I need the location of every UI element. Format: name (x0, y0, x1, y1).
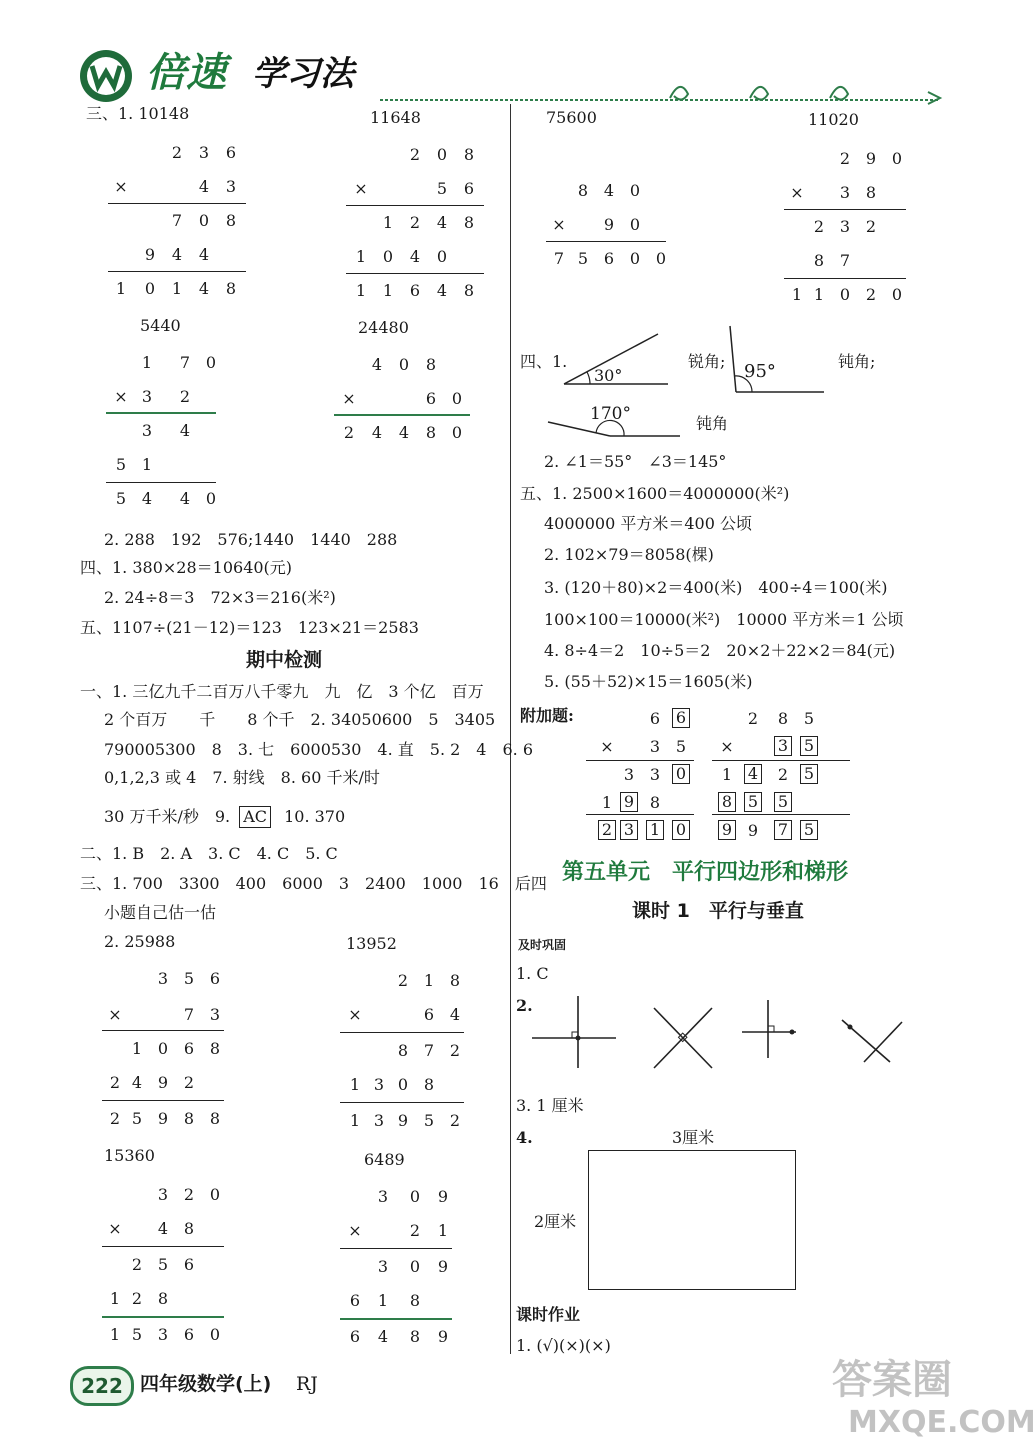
watermark-logo: 答案圈 (832, 1357, 952, 1403)
s5-q1b: 4000000 平方米＝400 公顷 (544, 514, 752, 533)
homework-label: 课时作业 (516, 1305, 581, 1324)
mt-line-b: 2 个百万 千 8 个千 2. 34050600 5 3405 (104, 710, 496, 729)
homework-q1: 1. (√)(×)(×) (516, 1336, 611, 1355)
mt-line-c: 790005300 8 3. 七 6000530 4. 直 5. 2 4 6. 6 (104, 740, 534, 759)
midterm-title: 期中检测 (246, 649, 323, 671)
header-decor-line (380, 70, 950, 110)
practice-q1: 1. C (516, 964, 549, 983)
angle-30-value: 30° (594, 366, 623, 385)
page-number: 222 (81, 1374, 123, 1398)
book-edition: RJ (296, 1373, 318, 1395)
practice-q2: 2. (516, 996, 533, 1015)
page-number-badge (70, 1366, 134, 1406)
angle-95-figure (726, 322, 826, 394)
rect-left-label: 2厘米 (534, 1212, 577, 1231)
angle-section-label: 四、1. (520, 352, 568, 371)
angle-170-value: 170° (590, 404, 631, 424)
mult8-answer: 6489 (364, 1150, 405, 1169)
angle-95-type: 钝角; (838, 352, 876, 371)
mt-line-d: 0,1,2,3 或 4 7. 射线 8. 60 千米/时 (104, 768, 380, 787)
unit-title: 第五单元 平行四边形和梯形 (562, 860, 849, 885)
mult7-answer: 15360 (104, 1146, 155, 1165)
angle-30-type: 锐角; (688, 352, 726, 371)
practice-q3: 3. 1 厘米 (516, 1096, 584, 1115)
practice-q4: 4. (516, 1128, 533, 1147)
s5-q2: 2. 102×79＝8058(棵) (544, 545, 714, 564)
mt-line-e-end: 10. 370 (284, 807, 346, 826)
rectangle-figure (588, 1150, 796, 1290)
mt-line-e (104, 806, 345, 828)
mt-section2: 二、1. B 2. A 3. C 4. C 5. C (80, 844, 338, 863)
s4-q1: 四、1. 380×28＝10640(元) (80, 558, 293, 577)
s5-q3a: 3. (120＋80)×2＝400(米) 400÷4＝100(米) (544, 578, 888, 597)
mt-section3-a: 三、1. 700 3300 400 6000 3 2400 1000 16 后四 (80, 874, 547, 893)
brand-name: 倍速 (146, 50, 226, 96)
column-divider (510, 104, 511, 1354)
s5-answer: 五、1107÷(21－12)＝123 123×21＝2583 (80, 618, 419, 637)
angle-170-type: 钝角 (696, 414, 729, 433)
q2-answers: 2. 288 192 576;1440 1440 288 (104, 530, 398, 549)
r2-answer: 11020 (808, 110, 859, 129)
lesson-title: 课时 1 平行与垂直 (632, 900, 804, 922)
perpendicular-figures (530, 994, 910, 1074)
s5-q1a: 五、1. 2500×1600＝4000000(米²) (520, 484, 790, 503)
angle-95-value: 95° (744, 361, 776, 382)
bonus-label: 附加题: (520, 706, 574, 725)
angle-q2: 2. ∠1＝55° ∠3＝145° (544, 452, 727, 471)
watermark-url: MXQE.COM (848, 1405, 1036, 1440)
mt-section3-q2: 2. 25988 (104, 932, 176, 951)
mult2-answer: 11648 (370, 108, 421, 127)
s4-q2: 2. 24÷8＝3 72×3＝216(米²) (104, 588, 336, 607)
mult6-answer: 13952 (346, 934, 397, 953)
r1-answer: 75600 (546, 108, 597, 127)
rect-top-label: 3厘米 (672, 1128, 715, 1147)
mt-section3-b: 小题自己估一估 (104, 903, 217, 922)
answer-box-ac: AC (239, 806, 271, 828)
mt-line-e-text: 30 万千米/秒 9. (104, 807, 231, 826)
section3-label: 三、1. 10148 (86, 104, 190, 123)
brand-logo-icon (78, 48, 134, 104)
book-title: 四年级数学(上) (140, 1373, 272, 1395)
s5-q3b: 100×100＝10000(米²) 10000 平方米＝1 公顷 (544, 610, 904, 629)
mult3-answer: 5440 (140, 316, 181, 335)
practice-label: 及时巩固 (518, 938, 567, 952)
mt-line-a: 一、1. 三亿九千二百万八千零九 九 亿 3 个亿 百万 (80, 682, 484, 701)
s5-q4: 4. 8÷4＝2 10÷5＝2 20×2＋22×2＝84(元) (544, 641, 896, 660)
mult4-answer: 24480 (358, 318, 409, 337)
s5-q5: 5. (55＋52)×15＝1605(米) (544, 672, 753, 691)
brand-subtitle: 学习法 (252, 54, 354, 94)
